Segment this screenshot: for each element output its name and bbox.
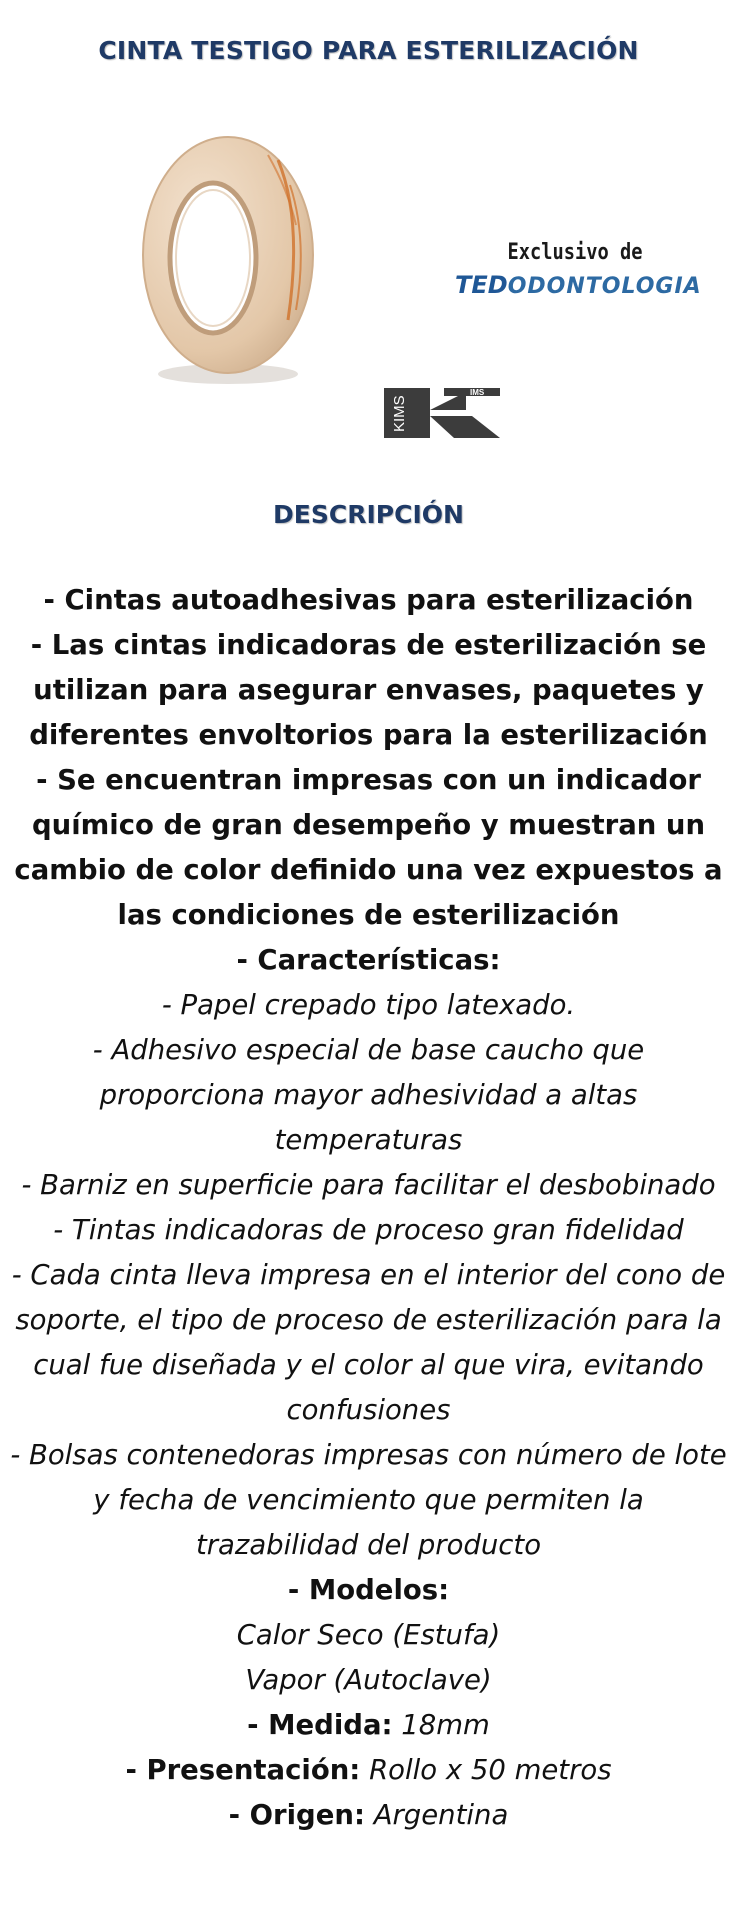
bold-line: - Las cintas indicadoras de esterilización se utilizan para asegurar envases, paquetes y diferentes envoltorios para la esterilización xyxy=(29,629,708,751)
spec-value: Rollo x 50 metros xyxy=(369,1754,612,1786)
spec-value: 18mm xyxy=(401,1709,490,1741)
features-heading: - Características: xyxy=(236,944,501,976)
brand-rest: ODONTOLOGIA xyxy=(507,274,702,299)
exclusive-label: Exclusivo de xyxy=(507,240,643,265)
ims-logo-text: IMS xyxy=(470,388,485,397)
spec-line xyxy=(10,1748,727,1793)
spec-value: Argentina xyxy=(373,1799,509,1831)
page-title: CINTA TESTIGO PARA ESTERILIZACIÓN xyxy=(98,36,639,65)
feature-item: - Adhesivo especial de base caucho que proporciona mayor adhesividad a altas temperaturas xyxy=(92,1034,645,1156)
feature-item: - Tintas indicadoras de proceso gran fidelidad xyxy=(53,1214,684,1246)
spec-line xyxy=(10,1793,727,1838)
spec-line xyxy=(10,1703,727,1748)
feature-item: - Bolsas contenedoras impresas con número de lote y fecha de vencimiento que permiten la trazabilidad del producto xyxy=(10,1439,727,1561)
spec-label: - Presentación: xyxy=(125,1754,361,1786)
feature-item: - Cada cinta lleva impresa en el interior del cono de soporte, el tipo de proceso de esterilización para la cual fue diseñada y el color al que vira, evitando confusiones xyxy=(11,1259,726,1426)
tape-roll-image xyxy=(128,130,328,390)
exclusive-badge xyxy=(455,240,725,299)
description-body xyxy=(10,578,727,1838)
model-item: Calor Seco (Estufa) xyxy=(236,1619,501,1651)
feature-item: - Papel crepado tipo latexado. xyxy=(161,989,576,1021)
bold-line: - Cintas autoadhesivas para esterilización xyxy=(43,584,694,616)
kims-logo xyxy=(384,388,500,438)
model-item: Vapor (Autoclave) xyxy=(245,1664,492,1696)
kims-logo-text: KIMS xyxy=(391,395,408,432)
description-heading: DESCRIPCIÓN xyxy=(273,500,464,529)
spec-label: - Origen: xyxy=(228,1799,365,1831)
models-heading: - Modelos: xyxy=(287,1574,450,1606)
brand-ted: TED xyxy=(455,271,508,299)
bold-line: - Se encuentran impresas con un indicador químico de gran desempeño y muestran un cambio de color definido una vez expuestos a las condiciones de esterilización xyxy=(14,764,723,931)
brand-logo-text xyxy=(455,271,725,299)
feature-item: - Barniz en superficie para facilitar el desbobinado xyxy=(21,1169,716,1201)
spec-label: - Medida: xyxy=(247,1709,393,1741)
